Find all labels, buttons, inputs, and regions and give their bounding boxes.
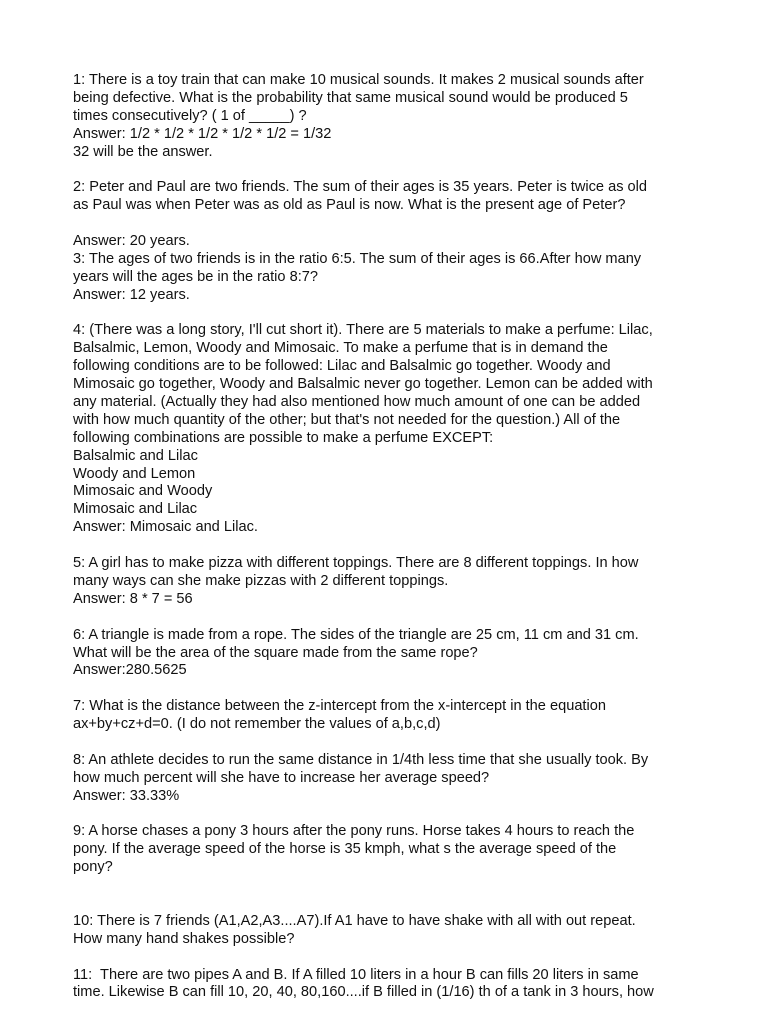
- text-line: 6: A triangle is made from a rope. The sides of the triangle are 25 cm, 11 cm and 31 cm.: [73, 626, 639, 643]
- question-4: [73, 322, 763, 537]
- question-8: [73, 752, 763, 806]
- text-line: how much percent will she have to increase her average speed?: [73, 769, 490, 786]
- text-line: any material. (Actually they had also mentioned how much amount of one can be added: [73, 394, 641, 411]
- text-line: years will the ages be in the ratio 8:7?: [73, 268, 318, 285]
- text-line: What will be the area of the square made from the same rope?: [73, 644, 478, 661]
- text-line: pony?: [73, 859, 113, 876]
- answer-line: Answer: 33.33%: [73, 787, 180, 804]
- answer-line: Answer: 12 years.: [73, 286, 190, 303]
- option-line: Woody and Lemon: [73, 465, 196, 482]
- answer-line: Answer:280.5625: [73, 662, 187, 679]
- question-1: [73, 72, 763, 161]
- document-body: [73, 72, 763, 1002]
- text-line: time. Likewise B can fill 10, 20, 40, 80,160....if B filled in (1/16) th of a tank in 3 hours, how: [73, 984, 654, 1001]
- question-3: [73, 251, 763, 305]
- option-line: Mimosaic and Lilac: [73, 501, 198, 518]
- question-2: [73, 179, 763, 251]
- text-line: ax+by+cz+d=0. (I do not remember the values of a,b,c,d): [73, 716, 441, 733]
- text-line: as Paul was when Peter was as old as Paul is now. What is the present age of Peter?: [73, 197, 626, 214]
- text-line: 32 will be the answer.: [73, 143, 213, 160]
- text-line: 4: (There was a long story, I'll cut short it). There are 5 materials to make a perfume: Lilac,: [73, 322, 653, 339]
- text-line: 7: What is the distance between the z-intercept from the x-intercept in the equation: [73, 698, 606, 715]
- question-10: [73, 913, 763, 949]
- text-line: with how much quantity of the other; but that's not needed for the question.) All of the: [73, 411, 621, 428]
- text-line: many ways can she make pizzas with 2 different toppings.: [73, 572, 449, 589]
- question-7: [73, 698, 763, 734]
- text-line: 5: A girl has to make pizza with different toppings. There are 8 different toppings. In how: [73, 555, 639, 572]
- text-line: times consecutively? ( 1 of _____) ?: [73, 107, 307, 124]
- option-line: Balsalmic and Lilac: [73, 447, 198, 464]
- answer-line: Answer: 20 years.: [73, 233, 190, 250]
- answer-line: Answer: Mimosaic and Lilac.: [73, 519, 258, 536]
- text-line: 9: A horse chases a pony 3 hours after the pony runs. Horse takes 4 hours to reach the: [73, 823, 635, 840]
- text-line: 8: An athlete decides to run the same distance in 1/4th less time that she usually took. By: [73, 751, 649, 768]
- text-line: Mimosaic go together, Woody and Balsalmic never go together. Lemon can be added with: [73, 376, 653, 393]
- text-line: 11: There are two pipes A and B. If A filled 10 liters in a hour B can fills 20 liters in same: [73, 966, 639, 983]
- question-9: [73, 823, 763, 877]
- question-5: [73, 555, 763, 609]
- text-line: pony. If the average speed of the horse is 35 kmph, what s the average speed of the: [73, 841, 617, 858]
- text-line: 10: There is 7 friends (A1,A2,A3....A7).If A1 have to have shake with all with out repeat.: [73, 912, 636, 929]
- answer-line: Answer: 1/2 * 1/2 * 1/2 * 1/2 * 1/2 = 1/32: [73, 125, 332, 142]
- text-line: following combinations are possible to make a perfume EXCEPT:: [73, 429, 494, 446]
- question-6: [73, 627, 763, 681]
- answer-line: Answer: 8 * 7 = 56: [73, 590, 193, 607]
- text-line: being defective. What is the probability that same musical sound would be produced 5: [73, 89, 628, 106]
- text-line: Balsalmic, Lemon, Woody and Mimosaic. To make a perfume that is in demand the: [73, 340, 608, 357]
- option-line: Mimosaic and Woody: [73, 483, 213, 500]
- text-line: 2: Peter and Paul are two friends. The sum of their ages is 35 years. Peter is twice as old: [73, 179, 648, 196]
- text-line: How many hand shakes possible?: [73, 930, 295, 947]
- text-line: following conditions are to be followed: Lilac and Balsalmic go together. Woody and: [73, 358, 611, 375]
- text-line: 3: The ages of two friends is in the ratio 6:5. The sum of their ages is 66.After how many: [73, 250, 642, 267]
- question-11: [73, 967, 763, 1003]
- text-line: 1: There is a toy train that can make 10 musical sounds. It makes 2 musical sounds after: [73, 72, 644, 88]
